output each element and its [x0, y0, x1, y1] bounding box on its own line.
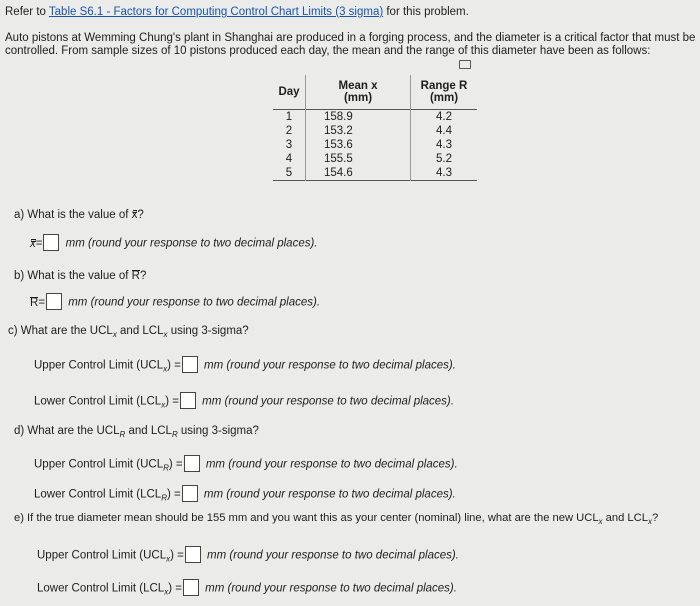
cell-day: 1: [285, 110, 293, 123]
refer-suffix: for this problem.: [383, 6, 469, 18]
r-bar-symbol: R: [30, 296, 39, 309]
cell-range: 5.2: [436, 152, 452, 165]
x-double-bar-symbol: x: [30, 237, 36, 250]
d-ucl-row: Upper Control Limit $(UCL_R)$ = mm (round your response to two decimal places).: [34, 456, 458, 473]
table-row: [273, 109, 477, 124]
factors-table-link[interactable]: Table S6.1 - Factors for Computing Control Chart Limits (3 sigma): [48, 6, 384, 18]
header-day: Day: [278, 85, 300, 98]
c-lcl-row: Lower Control Limit $(LCL_x)$ = mm (round your response to two decimal places).: [34, 393, 454, 410]
c-ucl-row: Upper Control Limit $(UCL_x)$ = mm (round your response to two decimal places).: [34, 357, 456, 374]
cell-range: 4.3: [436, 138, 452, 151]
x-bar-subscript: x: [163, 330, 168, 339]
cell-range: 4.3: [436, 166, 452, 179]
d-ucl-input[interactable]: [184, 455, 200, 472]
question-a: a) What is the value of x?: [14, 209, 144, 221]
header-mean-bottom: (mm): [343, 91, 373, 104]
x-double-bar-symbol: x: [131, 209, 138, 221]
header-range-bottom: (mm): [429, 91, 459, 104]
cell-mean: 158.9: [306, 109, 411, 124]
table-row: [273, 124, 477, 138]
cell-day: 4: [285, 152, 293, 165]
cell-day: 3: [285, 138, 293, 151]
header-range: [411, 75, 478, 109]
cell-range: 4.2: [436, 110, 452, 123]
x-bar-subscript: x: [112, 330, 117, 339]
e-ucl-input[interactable]: [185, 546, 201, 563]
answer-a-row: x= mm (round your response to two decimal places).: [30, 235, 318, 252]
d-lcl-row: Lower Control Limit $(LCL_R)$ = mm (round your response to two decimal places).: [34, 486, 456, 503]
r-bar-symbol: R: [131, 270, 140, 282]
piston-data-table: [273, 75, 477, 181]
cell-day: 5: [285, 166, 293, 179]
cell-mean: 155.5: [306, 152, 411, 166]
header-mean-top: Mean x: [338, 79, 378, 92]
answer-b-row: R= mm (round your response to two decimal places).: [30, 294, 320, 311]
xbarbar-input[interactable]: [43, 234, 59, 251]
question-a-label: a) What is the value of: [14, 209, 132, 221]
rbar-input[interactable]: [46, 293, 62, 310]
d-lcl-input[interactable]: [182, 485, 198, 502]
question-e: e) If the true diameter mean should be 155 mm and you want this as your center (nominal) line, what are the new $UCL_x$ and $LCL_x$?: [14, 512, 659, 526]
header-mean: [306, 75, 411, 109]
x-bar-subscript: x: [598, 517, 603, 526]
cell-mean: 153.2: [306, 124, 411, 138]
question-b: b) What is the value of R?: [14, 270, 147, 282]
table-row: [273, 166, 477, 181]
question-d: d) What are the $UCL_R$ and $LCL_R$ using 3-sigma?: [14, 425, 259, 439]
question-c: c) What are the $UCL_x$ and $LCL_x$ using 3-sigma?: [8, 325, 249, 339]
cell-range: 4.4: [436, 124, 452, 137]
cell-mean: 153.6: [306, 138, 411, 152]
r-subscript: R: [171, 430, 178, 439]
e-lcl-input[interactable]: [183, 579, 199, 596]
refer-prefix: Refer to: [5, 6, 49, 18]
cell-mean: 154.6: [306, 166, 411, 181]
copy-data-icon[interactable]: [459, 60, 471, 69]
table-row: [273, 138, 477, 152]
reference-line: [5, 6, 469, 18]
header-range-top: Range R: [420, 79, 468, 92]
question-b-label: b) What is the value of: [14, 270, 132, 282]
problem-text-line-1: Auto pistons at Wemming Chung's plant in Shanghai are produced in a forging process, and the diameter is a critical factor that must be: [5, 32, 696, 44]
c-ucl-input[interactable]: [182, 356, 198, 373]
cell-day: 2: [285, 124, 293, 137]
e-ucl-row: Upper Control Limit $(UCL_x)$ = mm (round your response to two decimal places).: [37, 547, 459, 564]
r-subscript: R: [119, 430, 126, 439]
x-bar-subscript: x: [647, 517, 652, 526]
table-row: [273, 152, 477, 166]
answer-b-hint: mm (round your response to two decimal places).: [65, 296, 321, 309]
problem-text-line-2: controlled. From sample sizes of 10 pistons produced each day, the mean and the range of this diameter have been as follows:: [5, 45, 651, 57]
c-lcl-input[interactable]: [180, 392, 196, 409]
e-lcl-row: Lower Control Limit $(LCL_x)$ = mm (round your response to two decimal places).: [37, 580, 457, 597]
answer-a-hint: mm (round your response to two decimal places).: [62, 237, 318, 250]
